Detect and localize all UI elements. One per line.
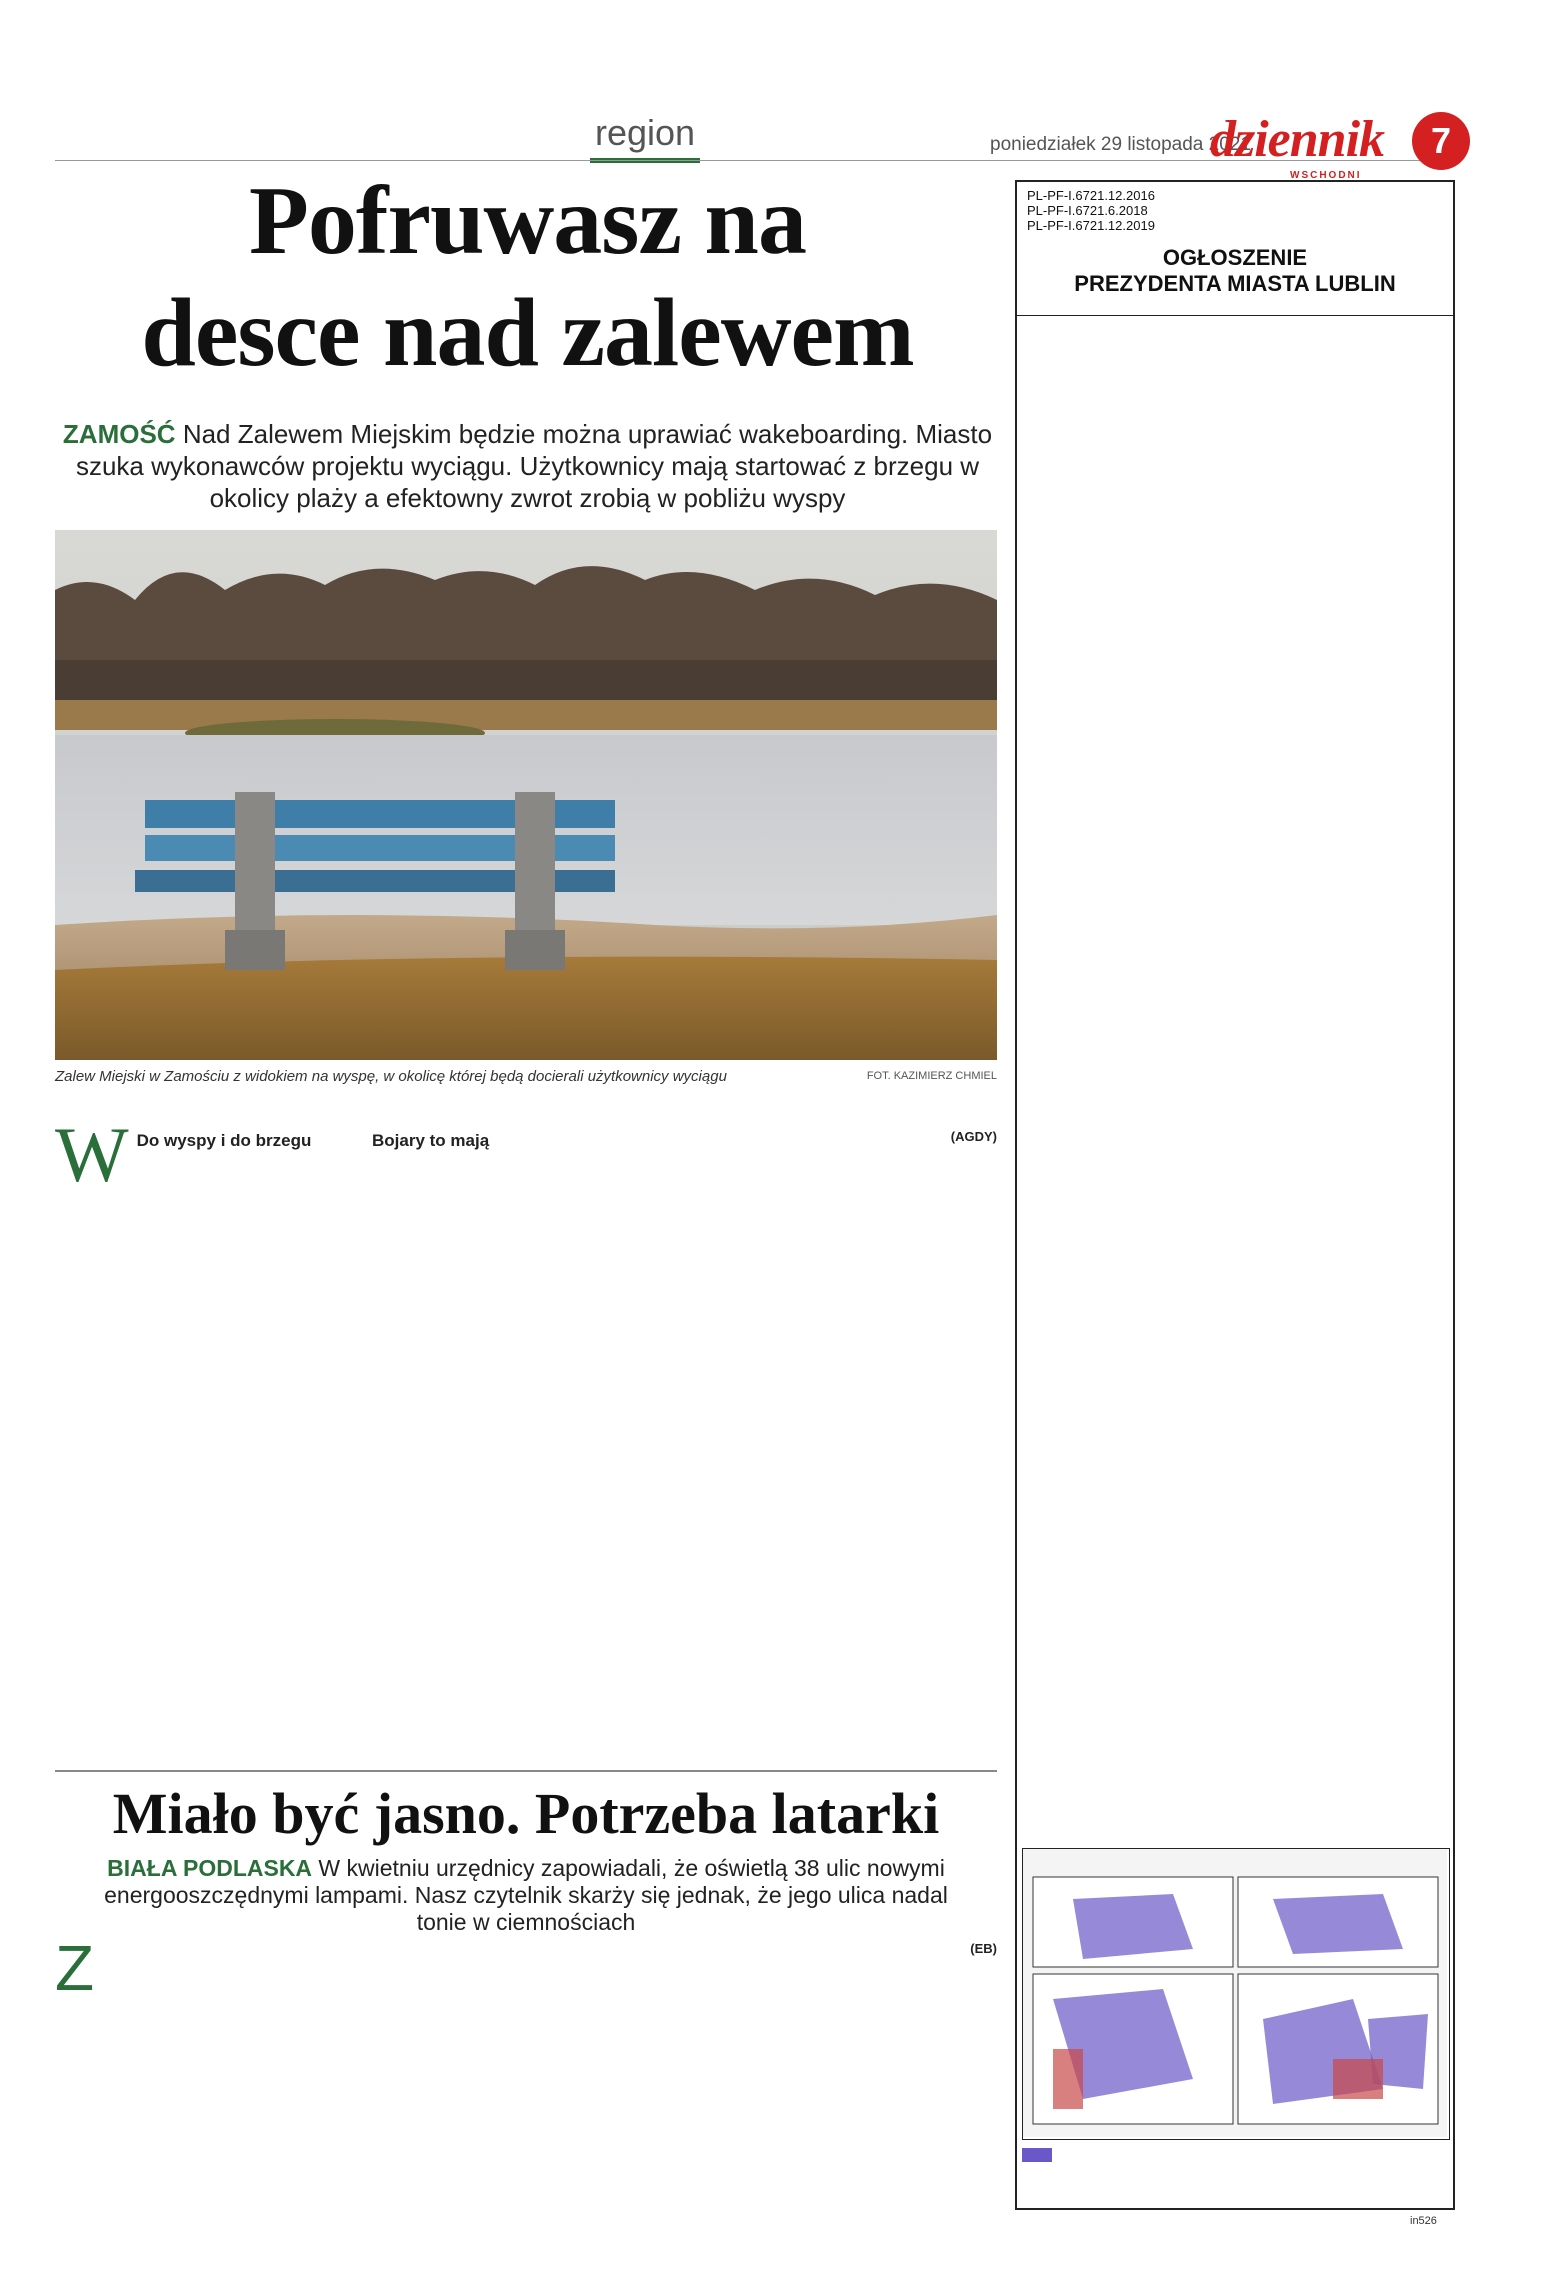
- announcement-subtitle: [1017, 297, 1453, 316]
- headline-line-1: Pofruwasz na: [249, 167, 806, 275]
- article-headline: [55, 165, 1000, 389]
- page-number: 7: [1412, 112, 1470, 170]
- legend-swatch: [1022, 2148, 1052, 2162]
- announcement-body: [1017, 316, 1453, 346]
- lead-text: W kwietniu urzędnicy zapowiadali, że oświetlą 38 ulic nowymi energooszczędnymi lampami. Nasz czytelnik skarży się jednak, że jego ulica nadal tonie w ciemnościach: [104, 1855, 948, 1935]
- drop-cap: Z: [55, 1940, 95, 2004]
- article2-column-1: [55, 1940, 275, 2240]
- photo-caption: Zalew Miejski w Zamościu z widokiem na wyspę, w okolicę której będą docierali użytkownicy wyciągu: [55, 1068, 727, 1085]
- map-legend: [1022, 2148, 1448, 2162]
- subhead: Bojary to mają: [372, 1131, 490, 1150]
- case-id: PL-PF-I.6721.12.2016: [1027, 188, 1155, 203]
- title-line-1: OGŁOSZENIE: [1162, 245, 1308, 270]
- article-divider: [55, 1770, 997, 1772]
- lake-bench-photo: [55, 530, 997, 1060]
- article2-lead: [90, 1855, 962, 1936]
- author-signature: (AGDY): [950, 1129, 997, 1144]
- lead-location: ZAMOŚĆ: [62, 419, 176, 449]
- article2-headline: Miało być jasno. Potrzeba latarki: [112, 1781, 940, 1846]
- drop-cap: W: [55, 1118, 129, 1198]
- case-id: PL-PF-I.6721.6.2018: [1027, 203, 1148, 218]
- article2-column-3: [530, 1940, 750, 2240]
- case-id: PL-PF-I.6721.12.2019: [1027, 218, 1155, 233]
- lead-text: Nad Zalewem Miejskim będzie można uprawiać wakeboarding. Miasto szuka wykonawców projektu wyciągu. Użytkownicy mają startować z brzegu w okolicy plaży a efektowny zwrot zrobią w pobliżu wyspy: [75, 419, 993, 513]
- issue-date: poniedziałek 29 listopada 2021: [990, 134, 1251, 155]
- newspaper-logo-subtitle: WSCHODNI: [1290, 170, 1362, 181]
- article-column-1: [55, 1118, 353, 1758]
- article2-column-4: [765, 1940, 997, 2240]
- lead-location: BIAŁA PODLASKA: [107, 1855, 313, 1881]
- article-photo: [55, 530, 997, 1060]
- case-ids: [1017, 182, 1453, 239]
- newspaper-logo: dziennik: [1210, 111, 1385, 168]
- zoning-map-graphic: [1023, 1849, 1447, 2137]
- announcement-title: [1017, 239, 1453, 297]
- title-line-2: PREZYDENTA MIASTA LUBLIN: [1074, 271, 1396, 296]
- headline-line-2: desce nad zalewem: [141, 279, 914, 387]
- photo-credit: FOT. KAZIMIERZ CHMIEL: [866, 1070, 997, 1082]
- article-column-3: [692, 1118, 997, 1758]
- author-signature: (EB): [970, 1941, 997, 1956]
- subhead: Do wyspy i do brzegu: [136, 1131, 312, 1150]
- section-label: region: [594, 112, 696, 153]
- article-lead: [55, 418, 1000, 514]
- article-column-2: [372, 1118, 670, 1758]
- zoning-map: [1022, 1848, 1450, 2140]
- ad-code: in526: [1410, 2215, 1437, 2227]
- article2-column-2: [295, 1940, 515, 2240]
